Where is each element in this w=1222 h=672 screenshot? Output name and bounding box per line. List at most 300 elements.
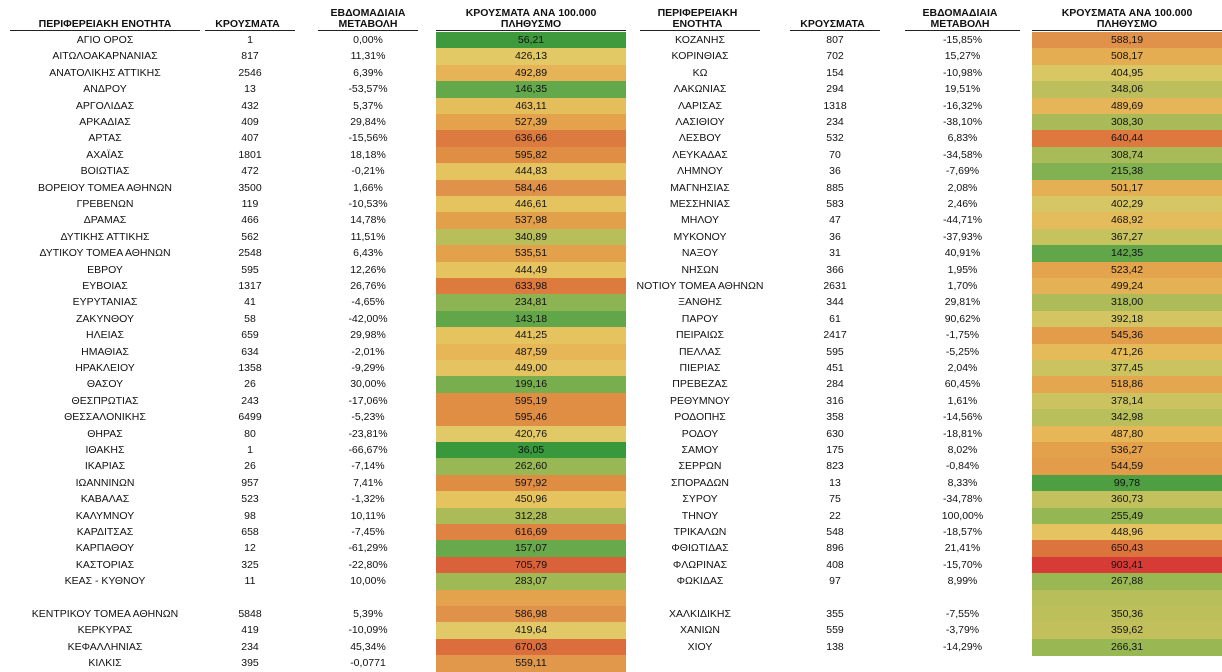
cell-change: -22,80% <box>348 558 388 571</box>
cell-change: -5,25% <box>945 345 980 358</box>
cell-rate: 143,18 <box>436 311 626 328</box>
cell-cases: 466 <box>241 214 259 227</box>
header-underline <box>318 30 418 31</box>
cell-rate: 468,92 <box>1032 212 1222 229</box>
cell-change: -66,67% <box>348 444 388 456</box>
cell-change: -18,81% <box>942 427 983 440</box>
cell-cases: 344 <box>826 296 844 309</box>
header-region-left: ΠΕΡΙΦΕΡΕΙΑΚΗ ΕΝΟΤΗΤΑ <box>38 18 172 30</box>
cell-rate: 267,88 <box>1032 573 1222 590</box>
cell-change: 0,00% <box>353 34 383 46</box>
cell-rate: 705,79 <box>436 557 626 574</box>
cell-region: ΓΡΕΒΕΝΩΝ <box>76 198 134 210</box>
cell-cases: 562 <box>241 230 259 243</box>
cell-region: ΠΙΕΡΙΑΣ <box>679 362 721 374</box>
cell-region: ΕΥΒΟΙΑΣ <box>82 280 128 292</box>
cell-rate: 426,13 <box>436 48 626 65</box>
cell-change: 7,41% <box>353 476 383 489</box>
cell-change: 40,91% <box>944 247 981 260</box>
cell-region: ΠΡΕΒΕΖΑΣ <box>672 378 728 391</box>
cell-rate: 392,18 <box>1032 311 1222 328</box>
cell-cases: 409 <box>241 116 259 128</box>
cell-cases: 119 <box>241 198 259 210</box>
cell-rate: 308,30 <box>1032 114 1222 131</box>
cell-region: ΦΛΩΡΙΝΑΣ <box>672 558 728 571</box>
cell-region <box>10 590 200 606</box>
cell-cases: 896 <box>826 542 844 555</box>
cell-cases: 80 <box>244 427 256 440</box>
cell-change: -4,65% <box>351 296 385 309</box>
cell-cases: 12 <box>244 542 256 555</box>
cell-rate: 584,46 <box>436 180 626 197</box>
cell-region: ΚΕΑΣ - ΚΥΘΝΟΥ <box>64 575 146 588</box>
cell-region: ΣΠΟΡΑΔΩΝ <box>671 476 729 489</box>
cell-cases: 407 <box>241 132 259 145</box>
cell-cases: 630 <box>826 427 844 440</box>
cell-change: -5,23% <box>351 411 385 424</box>
cell-change: -14,56% <box>942 411 983 424</box>
cell-rate: 903,41 <box>1032 557 1222 574</box>
cell-rate: 636,66 <box>436 130 626 147</box>
cell-change: 6,43% <box>353 247 383 260</box>
cell-cases: 316 <box>826 394 844 407</box>
cell-region: ΑΝΑΤΟΛΙΚΗΣ ΑΤΤΙΚΗΣ <box>49 66 161 79</box>
cell-rate: 367,27 <box>1032 229 1222 246</box>
cell-rate: 670,03 <box>436 639 626 656</box>
cell-change: 14,78% <box>350 214 386 227</box>
header-underline <box>10 30 200 31</box>
cell-cases: 634 <box>241 345 259 358</box>
cell-cases: 583 <box>826 198 844 210</box>
cell-region: ΜΑΓΝΗΣΙΑΣ <box>670 181 730 194</box>
cell-region: ΔΥΤΙΚΗΣ ΑΤΤΙΚΗΣ <box>60 230 150 243</box>
cell-cases: 5848 <box>238 608 262 620</box>
cell-rate: 616,69 <box>436 524 626 541</box>
cell-cases: 3500 <box>238 181 262 194</box>
cell-change: 15,27% <box>944 50 981 63</box>
cell-rate: 146,35 <box>436 81 626 98</box>
cell-rate: 199,16 <box>436 376 626 393</box>
cell-cases: 1358 <box>238 362 262 374</box>
cell-cases: 355 <box>826 608 844 620</box>
cell-region: ΠΕΛΛΑΣ <box>678 345 722 358</box>
cell-change: -34,58% <box>942 148 983 161</box>
cell-change: -38,10% <box>942 116 983 128</box>
cell-rate: 449,00 <box>436 360 626 377</box>
cell-rate: 234,81 <box>436 294 626 311</box>
cell-change: 5,39% <box>353 608 383 620</box>
cell-cases: 31 <box>829 247 841 260</box>
cell-cases: 658 <box>241 526 259 538</box>
cell-region: ΚΙΛΚΙΣ <box>88 657 122 670</box>
cell-rate: 99,78 <box>1032 475 1222 492</box>
cell-cases: 472 <box>241 165 259 178</box>
cell-change: 29,98% <box>350 329 386 342</box>
cell-change: -0,84% <box>945 460 980 473</box>
header-region-right: ΠΕΡΙΦΕΡΕΙΑΚΗ ΕΝΟΤΗΤΑ <box>657 7 738 30</box>
cell-cases <box>790 590 880 606</box>
cell-change: 45,34% <box>350 640 386 653</box>
cell-rate: 348,06 <box>1032 81 1222 98</box>
cell-change: -16,32% <box>942 99 983 112</box>
cell-change: -10,98% <box>942 66 983 79</box>
cell-rate: 523,42 <box>1032 262 1222 279</box>
cell-region <box>630 590 770 606</box>
cell-rate: 650,43 <box>1032 540 1222 557</box>
cell-change: -34,78% <box>942 493 983 506</box>
header-change-right: ΕΒΔΟΜΑΔΙΑΙΑ ΜΕΤΑΒΟΛΗ <box>922 7 998 30</box>
cell-rate: 544,59 <box>1032 458 1222 475</box>
cell-rate <box>436 590 626 607</box>
cell-region: ΗΜΑΘΙΑΣ <box>81 345 129 358</box>
cell-cases: 532 <box>826 132 844 145</box>
cell-rate: 378,14 <box>1032 393 1222 410</box>
cell-region: ΙΚΑΡΙΑΣ <box>84 460 126 473</box>
cell-rate: 537,98 <box>436 212 626 229</box>
cell-cases: 98 <box>244 509 256 522</box>
cell-change: 2,46% <box>947 198 978 210</box>
cell-rate: 215,38 <box>1032 163 1222 180</box>
cell-change: -2,01% <box>351 345 385 358</box>
cell-rate: 597,92 <box>436 475 626 492</box>
cell-region: ΝΗΣΩΝ <box>681 263 719 276</box>
cell-rate: 262,60 <box>436 458 626 475</box>
cell-rate: 444,49 <box>436 262 626 279</box>
cell-rate: 142,35 <box>1032 245 1222 262</box>
cell-change: -42,00% <box>348 312 388 325</box>
cell-change: 11,31% <box>350 50 386 63</box>
cell-cases <box>205 590 295 606</box>
cell-region: ΔΡΑΜΑΣ <box>83 214 127 227</box>
cell-cases: 807 <box>826 34 844 46</box>
cell-region: ΔΥΤΙΚΟΥ ΤΟΜΕΑ ΑΘΗΝΩΝ <box>39 247 171 260</box>
cell-cases: 523 <box>241 493 259 506</box>
cell-cases: 234 <box>826 116 844 128</box>
cell-region: ΙΩΑΝΝΙΝΩΝ <box>75 476 135 489</box>
cell-cases: 1 <box>247 444 253 456</box>
cell-rate: 545,36 <box>1032 327 1222 344</box>
cell-rate: 446,61 <box>436 196 626 213</box>
cell-cases: 1317 <box>238 280 262 292</box>
cell-cases: 451 <box>826 362 844 374</box>
cell-region: ΗΡΑΚΛΕΙΟΥ <box>75 362 135 374</box>
cell-change: -7,45% <box>351 526 385 538</box>
cell-change: -14,29% <box>942 640 983 653</box>
cell-region: ΦΘΙΩΤΙΔΑΣ <box>671 542 729 555</box>
cell-cases: 1318 <box>823 99 847 112</box>
cell-region: ΘΕΣΣΑΛΟΝΙΚΗΣ <box>64 411 146 424</box>
cell-rate: 559,11 <box>436 655 626 672</box>
cell-rate: 157,07 <box>436 540 626 557</box>
cell-rate: 508,17 <box>1032 48 1222 65</box>
cell-region: ΙΘΑΚΗΣ <box>85 444 125 456</box>
cell-rate: 359,62 <box>1032 622 1222 639</box>
cell-cases: 2417 <box>823 329 847 342</box>
cell-change: 2,04% <box>947 362 978 374</box>
cell-change: -1,75% <box>945 329 980 342</box>
cell-rate: 640,44 <box>1032 130 1222 147</box>
cell-rate: 487,80 <box>1032 426 1222 443</box>
cell-rate: 586,98 <box>436 606 626 623</box>
cell-region: ΒΟΡΕΙΟΥ ΤΟΜΕΑ ΑΘΗΝΩΝ <box>38 181 172 194</box>
cell-region: ΧΙΟΥ <box>687 640 713 653</box>
cell-cases: 234 <box>241 640 259 653</box>
cell-region: ΜΕΣΣΗΝΙΑΣ <box>669 198 731 210</box>
cell-region: ΖΑΚΥΝΘΟΥ <box>75 312 134 325</box>
cell-region: ΜΗΛΟΥ <box>681 214 719 227</box>
cell-region: ΚΑΡΔΙΤΣΑΣ <box>76 526 134 538</box>
header-rate-left: ΚΡΟΥΣΜΑΤΑ ΑΝΑ 100.000 ΠΛΗΘΥΣΜΟ <box>465 7 597 30</box>
cell-cases: 61 <box>829 312 841 325</box>
cell-region: ΚΑΛΥΜΝΟΥ <box>75 509 135 522</box>
cell-cases: 395 <box>241 657 259 670</box>
cell-region: ΚΕΦΑΛΛΗΝΙΑΣ <box>67 640 143 653</box>
cell-cases: 432 <box>241 99 259 112</box>
cell-change: 12,26% <box>350 263 386 276</box>
cell-rate: 308,74 <box>1032 147 1222 164</box>
header-change-left: ΕΒΔΟΜΑΔΙΑΙΑ ΜΕΤΑΒΟΛΗ <box>330 7 406 30</box>
cell-change: -15,85% <box>942 34 983 46</box>
cell-rate: 318,00 <box>1032 294 1222 311</box>
cell-region: ΑΓΙΟ ΟΡΟΣ <box>76 34 134 46</box>
cell-change: 10,00% <box>350 575 386 588</box>
cell-change: -7,69% <box>945 165 980 178</box>
cell-region: ΚΕΡΚΥΡΑΣ <box>77 624 133 637</box>
cell-cases: 11 <box>244 575 256 588</box>
cell-cases: 154 <box>826 66 844 79</box>
cell-rate: 419,64 <box>436 622 626 639</box>
cell-rate: 535,51 <box>436 245 626 262</box>
cell-region: ΛΕΣΒΟΥ <box>678 132 722 145</box>
cell-change: 10,11% <box>350 509 386 522</box>
cell-cases: 358 <box>826 411 844 424</box>
header-underline <box>905 30 1020 31</box>
cell-rate: 36,05 <box>436 442 626 459</box>
cell-rate: 595,19 <box>436 393 626 410</box>
cell-region: ΠΑΡΟΥ <box>681 312 719 325</box>
cell-cases: 1801 <box>238 148 262 161</box>
cell-region: ΚΑΡΠΑΘΟΥ <box>75 542 135 555</box>
cell-cases: 408 <box>826 558 844 571</box>
cell-cases: 26 <box>244 378 256 391</box>
cell-cases: 36 <box>829 165 841 178</box>
cell-rate: 450,96 <box>436 491 626 508</box>
cell-region: ΛΑΡΙΣΑΣ <box>678 99 722 112</box>
cell-region: ΗΛΕΙΑΣ <box>85 329 124 342</box>
cell-rate: 499,24 <box>1032 278 1222 295</box>
cell-region: ΘΗΡΑΣ <box>87 427 123 440</box>
cell-rate: 377,45 <box>1032 360 1222 377</box>
cell-region: ΚΟΡΙΝΘΙΑΣ <box>671 50 729 63</box>
cell-region: ΑΡΓΟΛΙΔΑΣ <box>75 99 135 112</box>
cell-change: 100,00% <box>941 509 984 522</box>
cell-cases: 595 <box>241 263 259 276</box>
cell-region: ΛΗΜΝΟΥ <box>677 165 723 178</box>
cell-cases: 1 <box>247 34 253 46</box>
cell-change: 11,51% <box>350 230 386 243</box>
cell-region: ΛΑΣΙΘΙΟΥ <box>675 116 725 128</box>
cell-rate: 266,31 <box>1032 639 1222 656</box>
cell-rate: 536,27 <box>1032 442 1222 459</box>
cell-cases: 294 <box>826 83 844 96</box>
cell-rate: 56,21 <box>436 32 626 49</box>
cell-cases: 325 <box>241 558 259 571</box>
cell-change: 29,84% <box>350 116 386 128</box>
cell-region: ΠΕΙΡΑΙΩΣ <box>676 329 724 342</box>
cell-cases: 97 <box>829 575 841 588</box>
cell-change: -23,81% <box>348 427 388 440</box>
cell-rate: 448,96 <box>1032 524 1222 541</box>
cell-cases: 22 <box>829 509 841 522</box>
cell-change: 6,39% <box>353 66 383 79</box>
cell-cases: 6499 <box>238 411 262 424</box>
cell-rate: 350,36 <box>1032 606 1222 623</box>
cell-rate: 588,19 <box>1032 32 1222 49</box>
cell-cases: 885 <box>826 181 844 194</box>
cell-rate: 342,98 <box>1032 409 1222 426</box>
cell-region: ΘΕΣΠΡΩΤΙΑΣ <box>71 394 139 407</box>
cell-region: ΚΩ <box>692 66 708 79</box>
header-underline <box>436 30 626 31</box>
cell-change: 1,95% <box>947 263 978 276</box>
cell-change: -15,56% <box>348 132 388 145</box>
cell-region: ΣΑΜΟΥ <box>681 444 719 456</box>
cell-rate: 471,26 <box>1032 344 1222 361</box>
header-underline <box>1032 30 1222 31</box>
cell-rate: 518,86 <box>1032 376 1222 393</box>
cell-cases: 13 <box>244 83 256 96</box>
cell-rate <box>1032 590 1222 607</box>
cell-region: ΡΟΔΟΥ <box>681 427 719 440</box>
cell-change: -3,79% <box>945 624 980 637</box>
cell-change: 19,51% <box>944 83 981 96</box>
cell-change: 21,41% <box>944 542 981 555</box>
cell-cases: 284 <box>826 378 844 391</box>
cell-region: ΑΡΚΑΔΙΑΣ <box>79 116 131 128</box>
cell-region: ΣΕΡΡΩΝ <box>678 460 722 473</box>
cell-rate: 444,83 <box>436 163 626 180</box>
cell-region: ΝΑΞΟΥ <box>681 247 719 260</box>
cell-change: 29,81% <box>944 296 981 309</box>
cell-region: ΚΕΝΤΡΙΚΟΥ ΤΟΜΕΑ ΑΘΗΝΩΝ <box>31 608 179 620</box>
cell-cases: 36 <box>829 230 841 243</box>
cell-cases: 595 <box>826 345 844 358</box>
header-underline <box>790 30 880 31</box>
cell-rate: 283,07 <box>436 573 626 590</box>
cell-rate: 489,69 <box>1032 98 1222 115</box>
cell-cases: 47 <box>829 214 841 227</box>
cell-change: -10,09% <box>348 624 388 637</box>
cell-change: 1,66% <box>353 181 383 194</box>
cell-rate: 441,25 <box>436 327 626 344</box>
cell-rate: 595,82 <box>436 147 626 164</box>
cell-cases: 702 <box>826 50 844 63</box>
cell-region: ΑΧΑΪΑΣ <box>86 148 124 161</box>
cell-region: ΧΑΛΚΙΔΙΚΗΣ <box>669 608 731 620</box>
cell-region: ΚΟΖΑΝΗΣ <box>675 34 725 46</box>
cell-cases: 2548 <box>238 247 262 260</box>
cell-cases: 2546 <box>238 66 262 79</box>
cell-region: ΝΟΤΙΟΥ ΤΟΜΕΑ ΑΘΗΝΩΝ <box>636 280 764 292</box>
cell-change: -17,06% <box>348 394 388 407</box>
cell-rate: 501,17 <box>1032 180 1222 197</box>
cell-change: 60,45% <box>944 378 981 391</box>
cell-cases: 243 <box>241 394 259 407</box>
cell-cases: 559 <box>826 624 844 637</box>
cell-change: -10,53% <box>348 198 388 210</box>
cell-change: 2,08% <box>947 181 978 194</box>
header-rate-right: ΚΡΟΥΣΜΑΤΑ ΑΝΑ 100.000 ΠΛΗΘΥΣΜΟ <box>1061 7 1193 30</box>
cell-cases: 2631 <box>823 280 847 292</box>
cell-change <box>318 590 418 606</box>
cell-region: ΡΟΔΟΠΗΣ <box>674 411 726 424</box>
cell-change: 1,61% <box>947 394 978 407</box>
cell-change: -7,14% <box>351 460 385 473</box>
header-underline <box>205 30 295 31</box>
cell-region: ΞΑΝΘΗΣ <box>678 296 722 309</box>
cell-region: ΦΩΚΙΔΑΣ <box>676 575 724 588</box>
cell-change: -44,71% <box>942 214 983 227</box>
cell-rate: 255,49 <box>1032 508 1222 525</box>
cell-region: ΘΑΣΟΥ <box>86 378 124 391</box>
cell-cases: 13 <box>829 476 841 489</box>
cell-change: -0,0771 <box>350 657 386 670</box>
cell-change: 8,33% <box>947 476 978 489</box>
cell-cases: 26 <box>244 460 256 473</box>
cell-cases: 817 <box>241 50 259 63</box>
cell-change: -15,70% <box>942 558 983 571</box>
cell-region: ΤΡΙΚΑΛΩΝ <box>673 526 727 538</box>
cell-region: ΣΥΡΟΥ <box>682 493 718 506</box>
cell-cases: 70 <box>829 148 841 161</box>
cell-cases: 138 <box>826 640 844 653</box>
cell-cases: 957 <box>241 476 259 489</box>
cell-region: ΡΕΘΥΜΝΟΥ <box>669 394 730 407</box>
cell-region: ΚΑΣΤΟΡΙΑΣ <box>75 558 135 571</box>
cell-change: 26,76% <box>350 280 386 292</box>
cell-rate: 463,11 <box>436 98 626 115</box>
cell-region: ΧΑΝΙΩΝ <box>680 624 720 637</box>
cell-region: ΒΟΙΩΤΙΑΣ <box>80 165 130 178</box>
header-cases-left: ΚΡΟΥΣΜΑΤΑ <box>215 18 280 30</box>
cell-rate: 633,98 <box>436 278 626 295</box>
cell-change: -7,55% <box>945 608 980 620</box>
cell-change: 18,18% <box>350 148 386 161</box>
cell-change: -9,29% <box>351 362 385 374</box>
header-cases-right: ΚΡΟΥΣΜΑΤΑ <box>800 18 865 30</box>
cell-rate: 402,29 <box>1032 196 1222 213</box>
cell-change: 5,37% <box>353 99 383 112</box>
cell-cases: 659 <box>241 329 259 342</box>
cell-rate: 595,46 <box>436 409 626 426</box>
cell-change <box>905 590 1020 606</box>
cell-rate: 340,89 <box>436 229 626 246</box>
cell-region: ΜΥΚΟΝΟΥ <box>673 230 727 243</box>
cell-region: ΛΕΥΚΑΔΑΣ <box>672 148 728 161</box>
cell-cases: 175 <box>826 444 844 456</box>
cell-region: ΚΑΒΑΛΑΣ <box>80 493 130 506</box>
cell-change: -37,93% <box>942 230 983 243</box>
cell-cases: 823 <box>826 460 844 473</box>
cell-change: 30,00% <box>350 378 386 391</box>
cell-cases: 366 <box>826 263 844 276</box>
cell-rate: 492,89 <box>436 65 626 82</box>
cell-change: 8,02% <box>947 444 978 456</box>
cell-rate: 360,73 <box>1032 491 1222 508</box>
cell-change: -18,57% <box>942 526 983 538</box>
cell-cases: 41 <box>244 296 256 309</box>
cell-change: -53,57% <box>348 83 388 96</box>
